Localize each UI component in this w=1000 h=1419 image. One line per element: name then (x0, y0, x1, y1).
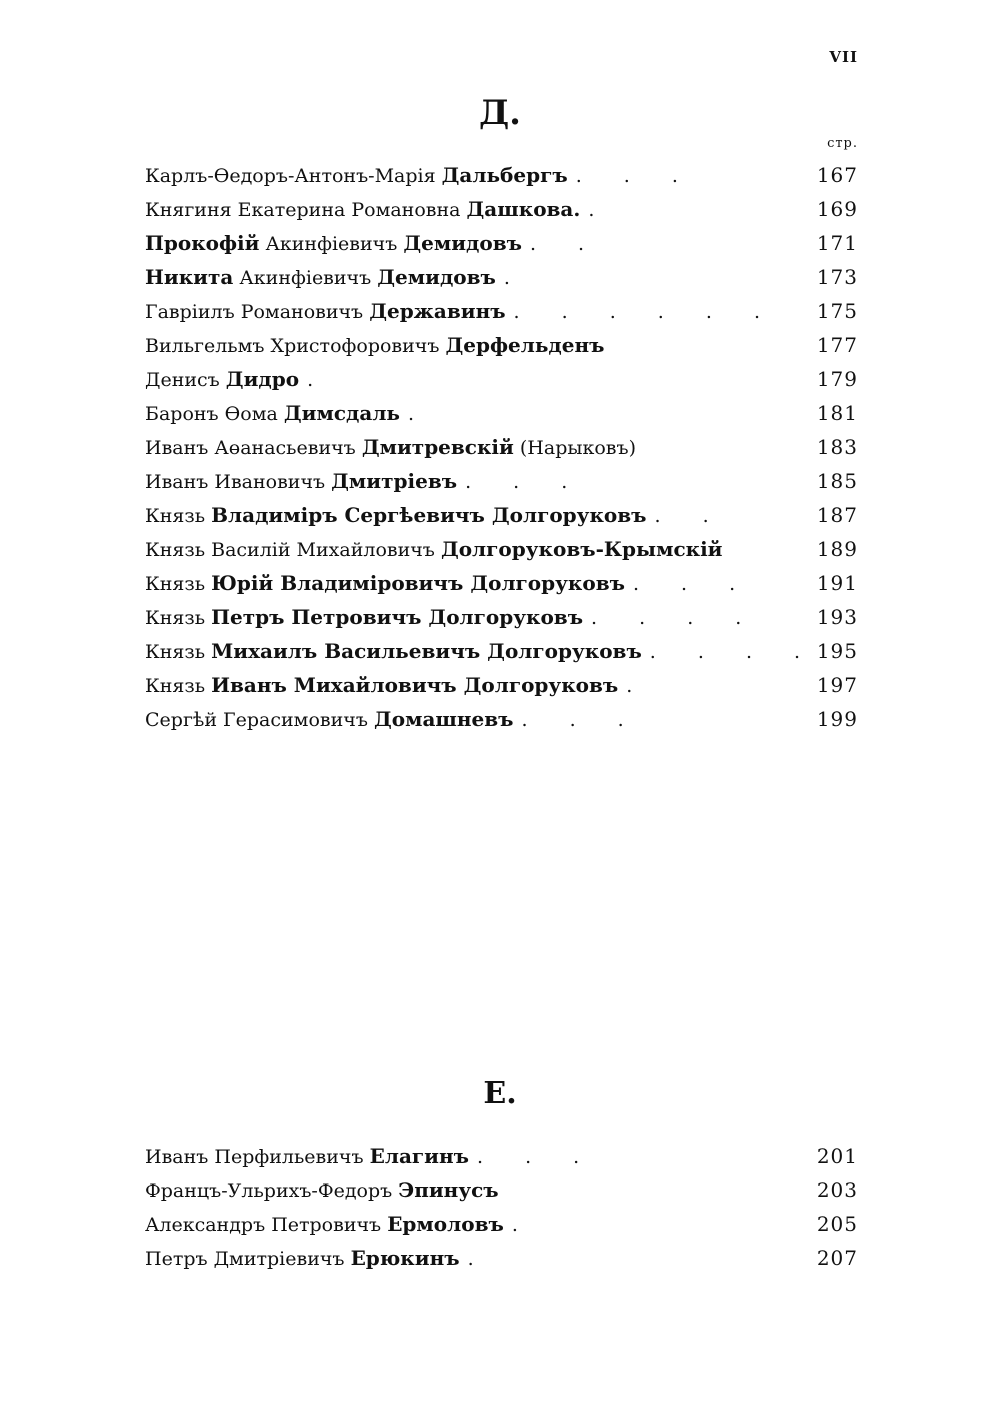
entry-page-number: 183 (816, 435, 858, 459)
entry-given-name: Францъ-Ульрихъ-Федоръ (145, 1180, 399, 1202)
entry-given-name: Денисъ (145, 369, 226, 391)
entry-surname: Дидро (225, 367, 300, 391)
entry-page-number: 201 (816, 1144, 858, 1168)
dot-leaders: . . . . (591, 607, 760, 629)
entry-given-name: Петръ Дмитріевичъ (145, 1248, 351, 1270)
entry-page-number: 173 (816, 265, 858, 289)
entry-given-name: (Нарыковъ) (513, 437, 637, 459)
entry-surname: Домашневъ (373, 707, 514, 731)
entry-given-name: Акинфіевичъ (233, 267, 378, 289)
toc-entry (145, 498, 858, 532)
entry-page-number: 179 (816, 367, 858, 391)
dot-leaders: . (588, 199, 613, 221)
entry-page-number: 191 (816, 571, 858, 595)
entry-surname: Дмитревскій (361, 435, 514, 459)
entry-page-number: 167 (816, 163, 858, 187)
entry-surname: Дашкова. (466, 197, 581, 221)
entry-page-number: 195 (816, 639, 858, 663)
dot-leaders: . . . . . . (513, 301, 778, 323)
entry-given-name: Князь (145, 505, 212, 527)
dot-leaders: . (307, 369, 332, 391)
toc-entry (145, 1241, 858, 1275)
entry-given-name: Князь (145, 641, 212, 663)
entry-surname: Никита (145, 265, 234, 289)
section-heading-d: Д. (478, 93, 522, 133)
page-column-label: стр. (827, 136, 858, 151)
entry-surname: Михаилъ Васильевичъ Долгоруковъ (211, 639, 642, 663)
entry-surname: Иванъ Михайловичъ Долгоруковъ (211, 673, 619, 697)
entry-given-name: Князь Василій Михайловичъ (145, 539, 441, 561)
entry-given-name: Александръ Петровичъ (145, 1214, 388, 1236)
toc-entry (145, 260, 858, 294)
entry-given-name: Иванъ Ивановичъ (145, 471, 332, 493)
dot-leaders: . . . (476, 1146, 598, 1168)
toc-entry (145, 430, 858, 464)
entry-page-number: 203 (816, 1178, 858, 1202)
entry-page-number: 177 (816, 333, 858, 357)
entry-page-number: 187 (816, 503, 858, 527)
entry-given-name: Княгиня Екатерина Романовна (145, 199, 467, 221)
entry-surname: Петръ Петровичъ Долгоруковъ (211, 605, 584, 629)
toc-entry (145, 668, 858, 702)
entry-given-name: Иванъ Аөанасьевичъ (145, 437, 362, 459)
entry-page-number: 189 (816, 537, 858, 561)
toc-entry (145, 226, 858, 260)
entry-page-number: 197 (816, 673, 858, 697)
toc-entry (145, 294, 858, 328)
entry-surname: Юрій Владиміровичъ Долгоруковъ (211, 571, 625, 595)
dot-leaders: . (408, 403, 433, 425)
entry-surname: Демидовъ (377, 265, 496, 289)
dot-leaders: . (511, 1214, 536, 1236)
toc-entry (145, 1139, 858, 1173)
dot-leaders: . (503, 267, 528, 289)
entry-page-number: 205 (816, 1212, 858, 1236)
dot-leaders: . . . (465, 471, 586, 493)
entry-page-number: 181 (816, 401, 858, 425)
entry-surname: Долгоруковъ-Крымскій (440, 537, 723, 561)
entry-surname: Владиміръ Сергѣевичъ Долгоруковъ (211, 503, 647, 527)
toc-entry (145, 600, 858, 634)
entry-page-number: 185 (816, 469, 858, 493)
entry-surname: Елагинъ (369, 1144, 469, 1168)
toc-entry (145, 702, 858, 736)
toc-entry (145, 158, 858, 192)
entry-page-number: 193 (816, 605, 858, 629)
entry-surname: Ерюкинъ (350, 1246, 460, 1270)
page-number: VII (829, 48, 858, 66)
toc-entry (145, 396, 858, 430)
dot-leaders: . . . (575, 165, 696, 187)
toc-list-e (145, 1139, 858, 1275)
entry-surname: Димсдаль (283, 401, 400, 425)
entry-surname: Дерфельденъ (445, 333, 605, 357)
entry-page-number: 169 (816, 197, 858, 221)
entry-surname: Демидовъ (403, 231, 522, 255)
entry-given-name: Карлъ-Өедоръ-Антонъ-Марія (145, 165, 442, 187)
entry-surname: Дмитріевъ (331, 469, 458, 493)
dot-leaders: . . (529, 233, 603, 255)
toc-entry (145, 532, 858, 566)
toc-entry (145, 192, 858, 226)
toc-entry (145, 362, 858, 396)
entry-page-number: 175 (816, 299, 858, 323)
toc-list-d (145, 158, 858, 736)
entry-surname: Эпинусъ (398, 1178, 499, 1202)
toc-entry (145, 464, 858, 498)
entry-given-name: Вильгельмъ Христофоровичъ (145, 335, 446, 357)
entry-given-name: Гавріилъ Романовичъ (145, 301, 370, 323)
entry-given-name: Иванъ Перфильевичъ (145, 1146, 370, 1168)
entry-surname: Дальбергъ (441, 163, 568, 187)
entry-given-name: Князь (145, 573, 212, 595)
toc-entry (145, 1207, 858, 1241)
dot-leaders: . . (654, 505, 727, 527)
toc-entry (145, 1173, 858, 1207)
dot-leaders: . . . . (649, 641, 819, 663)
entry-given-name: Сергѣй Герасимовичъ (145, 709, 374, 731)
entry-page-number: 199 (816, 707, 858, 731)
entry-surname: Прокофій (145, 231, 260, 255)
entry-surname: Ермоловъ (387, 1212, 504, 1236)
entry-given-name: Князь (145, 675, 212, 697)
toc-entry (145, 328, 858, 362)
entry-given-name: Баронъ Өома (145, 403, 284, 425)
entry-page-number: 207 (816, 1246, 858, 1270)
entry-given-name: Князь (145, 607, 212, 629)
toc-entry (145, 566, 858, 600)
toc-entry (145, 634, 858, 668)
dot-leaders: . (467, 1248, 492, 1270)
dot-leaders: . . . (521, 709, 642, 731)
entry-page-number: 171 (816, 231, 858, 255)
dot-leaders: . . . (632, 573, 754, 595)
section-heading-e: Е. (483, 1076, 517, 1111)
entry-given-name: Акинфіевичъ (259, 233, 404, 255)
entry-surname: Державинъ (369, 299, 506, 323)
dot-leaders: . (626, 675, 651, 697)
